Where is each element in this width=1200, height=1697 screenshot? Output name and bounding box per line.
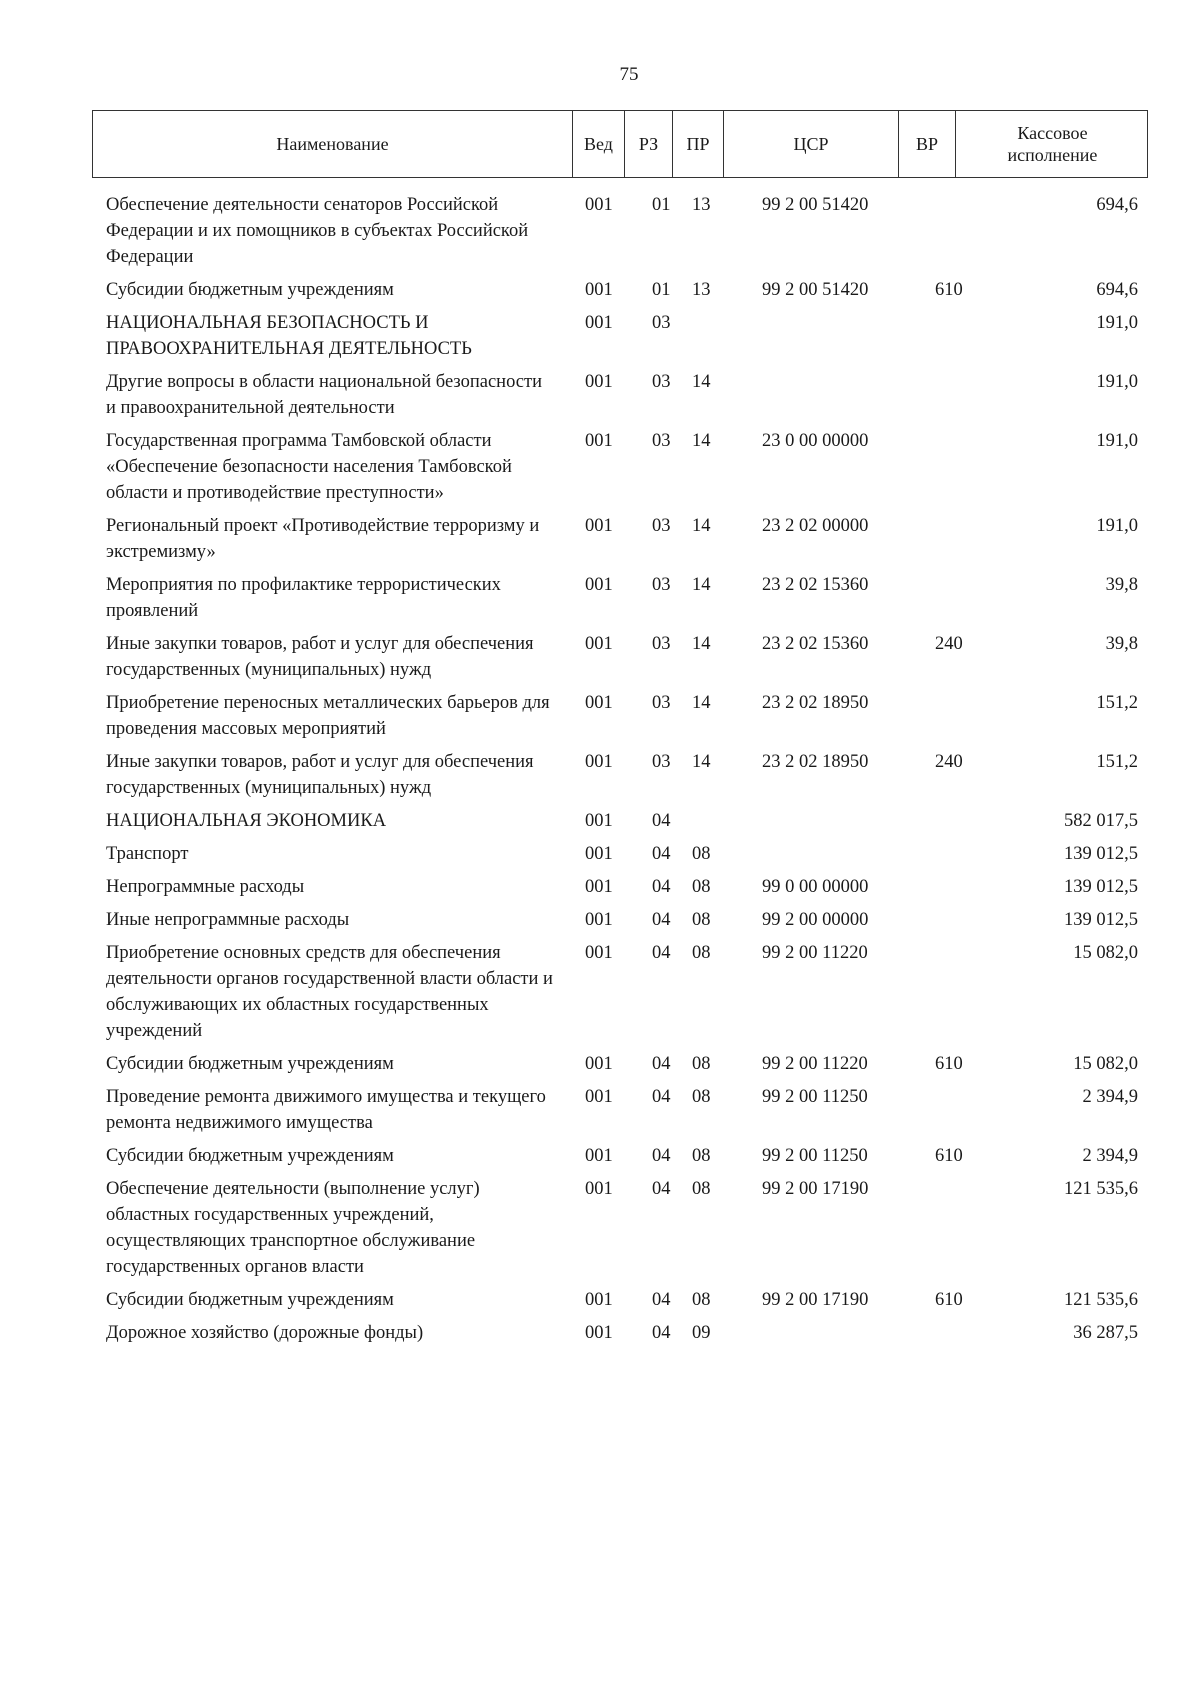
row-name: Мероприятия по профилактике террористических проявлений (106, 575, 501, 621)
row-pr: 08 (692, 877, 711, 897)
row-vr: 240 (935, 634, 963, 654)
table-row (0, 369, 1200, 421)
row-name: НАЦИОНАЛЬНАЯ БЕЗОПАСНОСТЬ И ПРАВООХРАНИТЕЛЬНАЯ ДЕЯТЕЛЬНОСТЬ (106, 313, 472, 359)
table-row (0, 940, 1200, 1044)
row-csr: 23 2 02 18950 (762, 752, 869, 772)
row-ved: 001 (585, 1323, 613, 1343)
table-row (0, 690, 1200, 742)
row-name: Иные закупки товаров, работ и услуг для обеспечения государственных (муниципальных) нужд (106, 752, 534, 798)
row-rz: 03 (652, 634, 671, 654)
row-pr: 08 (692, 1146, 711, 1166)
row-pr: 09 (692, 1323, 711, 1343)
table-row (0, 1051, 1200, 1077)
row-rz: 04 (652, 811, 671, 831)
row-name: Субсидии бюджетным учреждениям (106, 280, 394, 300)
row-name: Проведение ремонта движимого имущества и текущего ремонта недвижимого имущества (106, 1087, 546, 1133)
row-sum: 39,8 (1105, 575, 1138, 595)
table-row (0, 192, 1200, 270)
row-ved: 001 (585, 877, 613, 897)
table-row (0, 907, 1200, 933)
row-name: Приобретение основных средств для обеспечения деятельности органов государственной власти области и обслуживающих их областных государственных учреждений (106, 943, 553, 1041)
row-ved: 001 (585, 811, 613, 831)
row-name: Региональный проект «Противодействие терроризму и экстремизму» (106, 516, 540, 562)
row-ved: 001 (585, 1179, 613, 1199)
row-name: Транспорт (106, 844, 189, 864)
row-name: НАЦИОНАЛЬНАЯ ЭКОНОМИКА (106, 811, 387, 831)
row-ved: 001 (585, 1290, 613, 1310)
row-rz: 04 (652, 910, 671, 930)
header-name: Наименование (276, 134, 389, 154)
row-ved: 001 (585, 943, 613, 963)
row-ved: 001 (585, 516, 613, 536)
row-rz: 04 (652, 1087, 671, 1107)
row-sum: 15 082,0 (1073, 1054, 1138, 1074)
row-pr: 14 (692, 693, 711, 713)
table-row (0, 841, 1200, 867)
table-row (0, 277, 1200, 303)
row-sum: 151,2 (1096, 752, 1138, 772)
row-ved: 001 (585, 752, 613, 772)
row-csr: 99 2 00 11220 (762, 1054, 868, 1074)
row-ved: 001 (585, 372, 613, 392)
row-name: Субсидии бюджетным учреждениям (106, 1290, 394, 1310)
header-kass-line2: исполнение (1007, 145, 1098, 165)
row-csr: 23 0 00 00000 (762, 431, 869, 451)
row-pr: 08 (692, 1087, 711, 1107)
header-rz: РЗ (624, 111, 672, 177)
row-sum: 694,6 (1096, 195, 1138, 215)
row-pr: 14 (692, 575, 711, 595)
row-ved: 001 (585, 910, 613, 930)
row-pr: 08 (692, 1290, 711, 1310)
row-ved: 001 (585, 431, 613, 451)
row-name: Иные закупки товаров, работ и услуг для обеспечения государственных (муниципальных) нужд (106, 634, 534, 680)
row-pr: 14 (692, 431, 711, 451)
row-vr: 240 (935, 752, 963, 772)
row-csr: 99 2 00 17190 (762, 1290, 869, 1310)
row-ved: 001 (585, 195, 613, 215)
row-rz: 04 (652, 844, 671, 864)
row-pr: 08 (692, 1179, 711, 1199)
table-row (0, 631, 1200, 683)
row-ved: 001 (585, 1087, 613, 1107)
row-pr: 13 (692, 280, 711, 300)
row-rz: 04 (652, 1179, 671, 1199)
header-kassovoe-ispolnenie (955, 111, 1149, 177)
row-rz: 03 (652, 431, 671, 451)
row-pr: 14 (692, 516, 711, 536)
row-rz: 01 (652, 195, 671, 215)
table-row (0, 310, 1200, 362)
row-rz: 03 (652, 372, 671, 392)
row-csr: 99 2 00 11220 (762, 943, 868, 963)
row-ved: 001 (585, 844, 613, 864)
row-vr: 610 (935, 1290, 963, 1310)
row-name: Приобретение переносных металлических барьеров для проведения массовых мероприятий (106, 693, 550, 739)
row-rz: 04 (652, 877, 671, 897)
row-rz: 03 (652, 752, 671, 772)
row-pr: 14 (692, 372, 711, 392)
table-row (0, 808, 1200, 834)
row-ved: 001 (585, 575, 613, 595)
row-csr: 99 2 00 51420 (762, 195, 869, 215)
table-header (92, 110, 1148, 178)
row-csr: 23 2 02 15360 (762, 634, 869, 654)
row-sum: 151,2 (1096, 693, 1138, 713)
row-sum: 36 287,5 (1073, 1323, 1138, 1343)
table-row (0, 513, 1200, 565)
row-csr: 23 2 02 18950 (762, 693, 869, 713)
table-row (0, 874, 1200, 900)
row-rz: 04 (652, 943, 671, 963)
row-name: Иные непрограммные расходы (106, 910, 350, 930)
row-name: Другие вопросы в области национальной безопасности и правоохранительной деятельности (106, 372, 542, 418)
header-kass-line1: Кассовое (1017, 123, 1088, 143)
row-sum: 191,0 (1096, 372, 1138, 392)
row-name: Обеспечение деятельности (выполнение услуг) областных государственных учреждений, осуществляющих транспортное обслуживание государственных органов власти (106, 1179, 480, 1277)
row-sum: 694,6 (1096, 280, 1138, 300)
row-sum: 121 535,6 (1064, 1290, 1138, 1310)
row-csr: 99 2 00 17190 (762, 1179, 869, 1199)
row-sum: 191,0 (1096, 431, 1138, 451)
row-pr: 14 (692, 752, 711, 772)
row-rz: 03 (652, 693, 671, 713)
row-ved: 001 (585, 1054, 613, 1074)
row-name: Обеспечение деятельности сенаторов Российской Федерации и их помощников в субъектах Российской Федерации (106, 195, 529, 267)
table-row (0, 1176, 1200, 1280)
row-name: Субсидии бюджетным учреждениям (106, 1146, 394, 1166)
row-sum: 2 394,9 (1082, 1087, 1138, 1107)
row-csr: 99 2 00 11250 (762, 1087, 868, 1107)
row-pr: 08 (692, 844, 711, 864)
row-ved: 001 (585, 313, 613, 333)
table-row (0, 572, 1200, 624)
header-pr: ПР (672, 111, 723, 177)
row-vr: 610 (935, 280, 963, 300)
row-csr: 99 2 00 00000 (762, 910, 869, 930)
table-body (0, 192, 1200, 1353)
row-rz: 01 (652, 280, 671, 300)
row-rz: 04 (652, 1054, 671, 1074)
row-csr: 99 0 00 00000 (762, 877, 869, 897)
row-name: Субсидии бюджетным учреждениям (106, 1054, 394, 1074)
table-row (0, 1143, 1200, 1169)
table-row (0, 749, 1200, 801)
header-csr: ЦСР (723, 111, 898, 177)
row-ved: 001 (585, 280, 613, 300)
row-pr: 08 (692, 943, 711, 963)
row-name: Дорожное хозяйство (дорожные фонды) (106, 1323, 424, 1343)
row-ved: 001 (585, 693, 613, 713)
page-number: 75 (619, 64, 639, 85)
table-row (0, 1320, 1200, 1346)
row-vr: 610 (935, 1054, 963, 1074)
row-ved: 001 (585, 1146, 613, 1166)
row-sum: 191,0 (1096, 313, 1138, 333)
row-pr: 13 (692, 195, 711, 215)
row-sum: 139 012,5 (1064, 910, 1138, 930)
header-ved: Вед (572, 111, 624, 177)
row-sum: 139 012,5 (1064, 877, 1138, 897)
row-vr: 610 (935, 1146, 963, 1166)
table-row (0, 1287, 1200, 1313)
row-ved: 001 (585, 634, 613, 654)
row-rz: 03 (652, 313, 671, 333)
row-csr: 99 2 00 11250 (762, 1146, 868, 1166)
row-rz: 04 (652, 1146, 671, 1166)
row-name: Непрограммные расходы (106, 877, 305, 897)
row-pr: 08 (692, 1054, 711, 1074)
row-csr: 23 2 02 15360 (762, 575, 869, 595)
header-vr: ВР (898, 111, 955, 177)
row-rz: 03 (652, 516, 671, 536)
table-row (0, 1084, 1200, 1136)
table-row (0, 428, 1200, 506)
row-sum: 121 535,6 (1064, 1179, 1138, 1199)
row-pr: 08 (692, 910, 711, 930)
row-rz: 03 (652, 575, 671, 595)
row-sum: 2 394,9 (1082, 1146, 1138, 1166)
row-sum: 15 082,0 (1073, 943, 1138, 963)
row-rz: 04 (652, 1290, 671, 1310)
row-rz: 04 (652, 1323, 671, 1343)
row-sum: 39,8 (1105, 634, 1138, 654)
row-csr: 23 2 02 00000 (762, 516, 869, 536)
row-sum: 582 017,5 (1064, 811, 1138, 831)
row-pr: 14 (692, 634, 711, 654)
row-sum: 139 012,5 (1064, 844, 1138, 864)
row-csr: 99 2 00 51420 (762, 280, 869, 300)
row-sum: 191,0 (1096, 516, 1138, 536)
row-name: Государственная программа Тамбовской области «Обеспечение безопасности населения Тамбовской области и противодействие преступности» (106, 431, 512, 503)
